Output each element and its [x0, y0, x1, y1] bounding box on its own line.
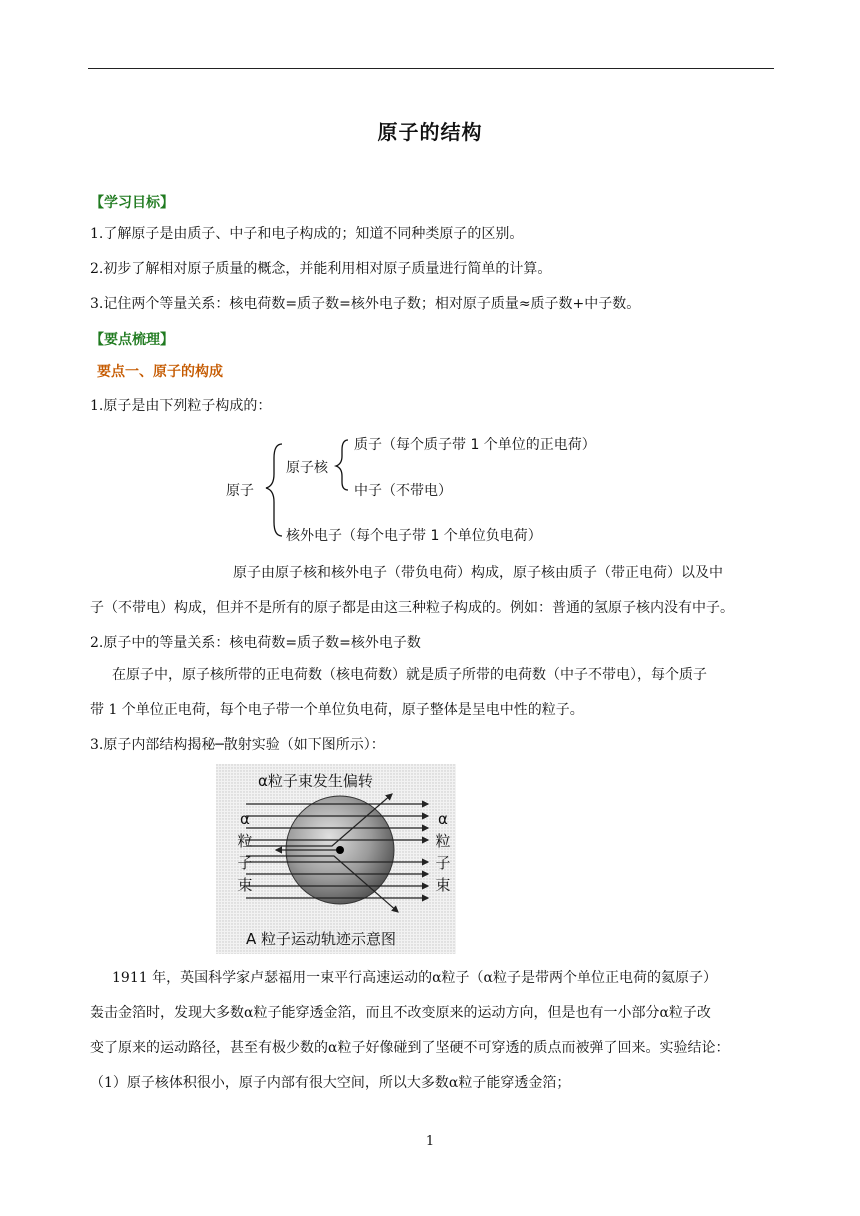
figure-right-label: α粒子束: [435, 810, 451, 894]
para2-line1: 在原子中，原子核所带的正电荷数（核电荷数）就是质子所带的电荷数（中子不带电），每个质子: [112, 667, 707, 683]
tree-atom: 原子: [226, 483, 254, 499]
figure-top-label: α粒子束发生偏转: [258, 772, 373, 790]
objective-3: 3.记住两个等量关系：核电荷数=质子数=核外电子数；相对原子质量≈质子数+中子数。: [90, 296, 641, 312]
p1-intro: 1.原子是由下列粒子构成的：: [90, 398, 272, 414]
inner-brace: [336, 440, 348, 490]
para3-line1: 1911 年，英国科学家卢瑟福用一束平行高速运动的α粒子（α粒子是带两个单位正电荷的氦原子）: [112, 970, 717, 986]
composition-tree: [220, 428, 640, 548]
tree-nucleus: 原子核: [286, 460, 328, 476]
tree-neutron: 中子（不带电）: [354, 483, 452, 499]
p2-heading: 2.原子中的等量关系：核电荷数=质子数=核外电子数: [90, 635, 421, 651]
objective-2: 2.初步了解相对原子质量的概念，并能利用相对原子质量进行简单的计算。: [90, 261, 552, 277]
objective-1: 1.了解原子是由质子、中子和电子构成的；知道不同种类原子的区别。: [90, 226, 524, 242]
para2-line2: 带 1 个单位正电荷，每个电子带一个单位负电荷，原子整体是呈电中性的粒子。: [90, 702, 584, 718]
para3-line2: 轰击金箔时，发现大多数α粒子能穿透金箔，而且不改变原来的运动方向，但是也有一小部分α粒子改: [90, 1005, 711, 1021]
point1-heading: 要点一、原子的构成: [97, 364, 223, 380]
outer-brace: [266, 444, 282, 536]
tree-electron: 核外电子（每个电子带 1 个单位负电荷）: [286, 528, 542, 544]
scattering-figure: [216, 764, 456, 954]
summary-heading: 【要点梳理】: [90, 332, 174, 348]
tree-proton: 质子（每个质子带 1 个单位的正电荷）: [354, 437, 596, 453]
figure-left-label: α粒子束: [237, 810, 253, 894]
para1-line2: 子（不带电）构成，但并不是所有的原子都是由这三种粒子构成的。例如：普通的氢原子核内没有中子。: [90, 600, 734, 616]
nucleus-dot: [336, 846, 344, 854]
para1-line1: 原子由原子核和核外电子（带负电荷）构成，原子核由质子（带正电荷）以及中: [233, 565, 723, 581]
figure-caption: A 粒子运动轨迹示意图: [246, 930, 397, 948]
page-title: 原子的结构: [377, 120, 483, 144]
para3-line3: 变了原来的运动路径，甚至有极少数的α粒子好像碰到了坚硬不可穿透的质点而被弹了回来。实验结论：: [90, 1040, 730, 1056]
conclusion-1: （1）原子核体积很小，原子内部有很大空间，所以大多数α粒子能穿透金箔；: [90, 1075, 571, 1091]
header-rule: [88, 68, 774, 69]
page-number: 1: [425, 1134, 435, 1149]
objectives-heading: 【学习目标】: [90, 195, 174, 211]
p3-heading: 3.原子内部结构揭秘─散射实验（如下图所示）：: [90, 737, 385, 753]
